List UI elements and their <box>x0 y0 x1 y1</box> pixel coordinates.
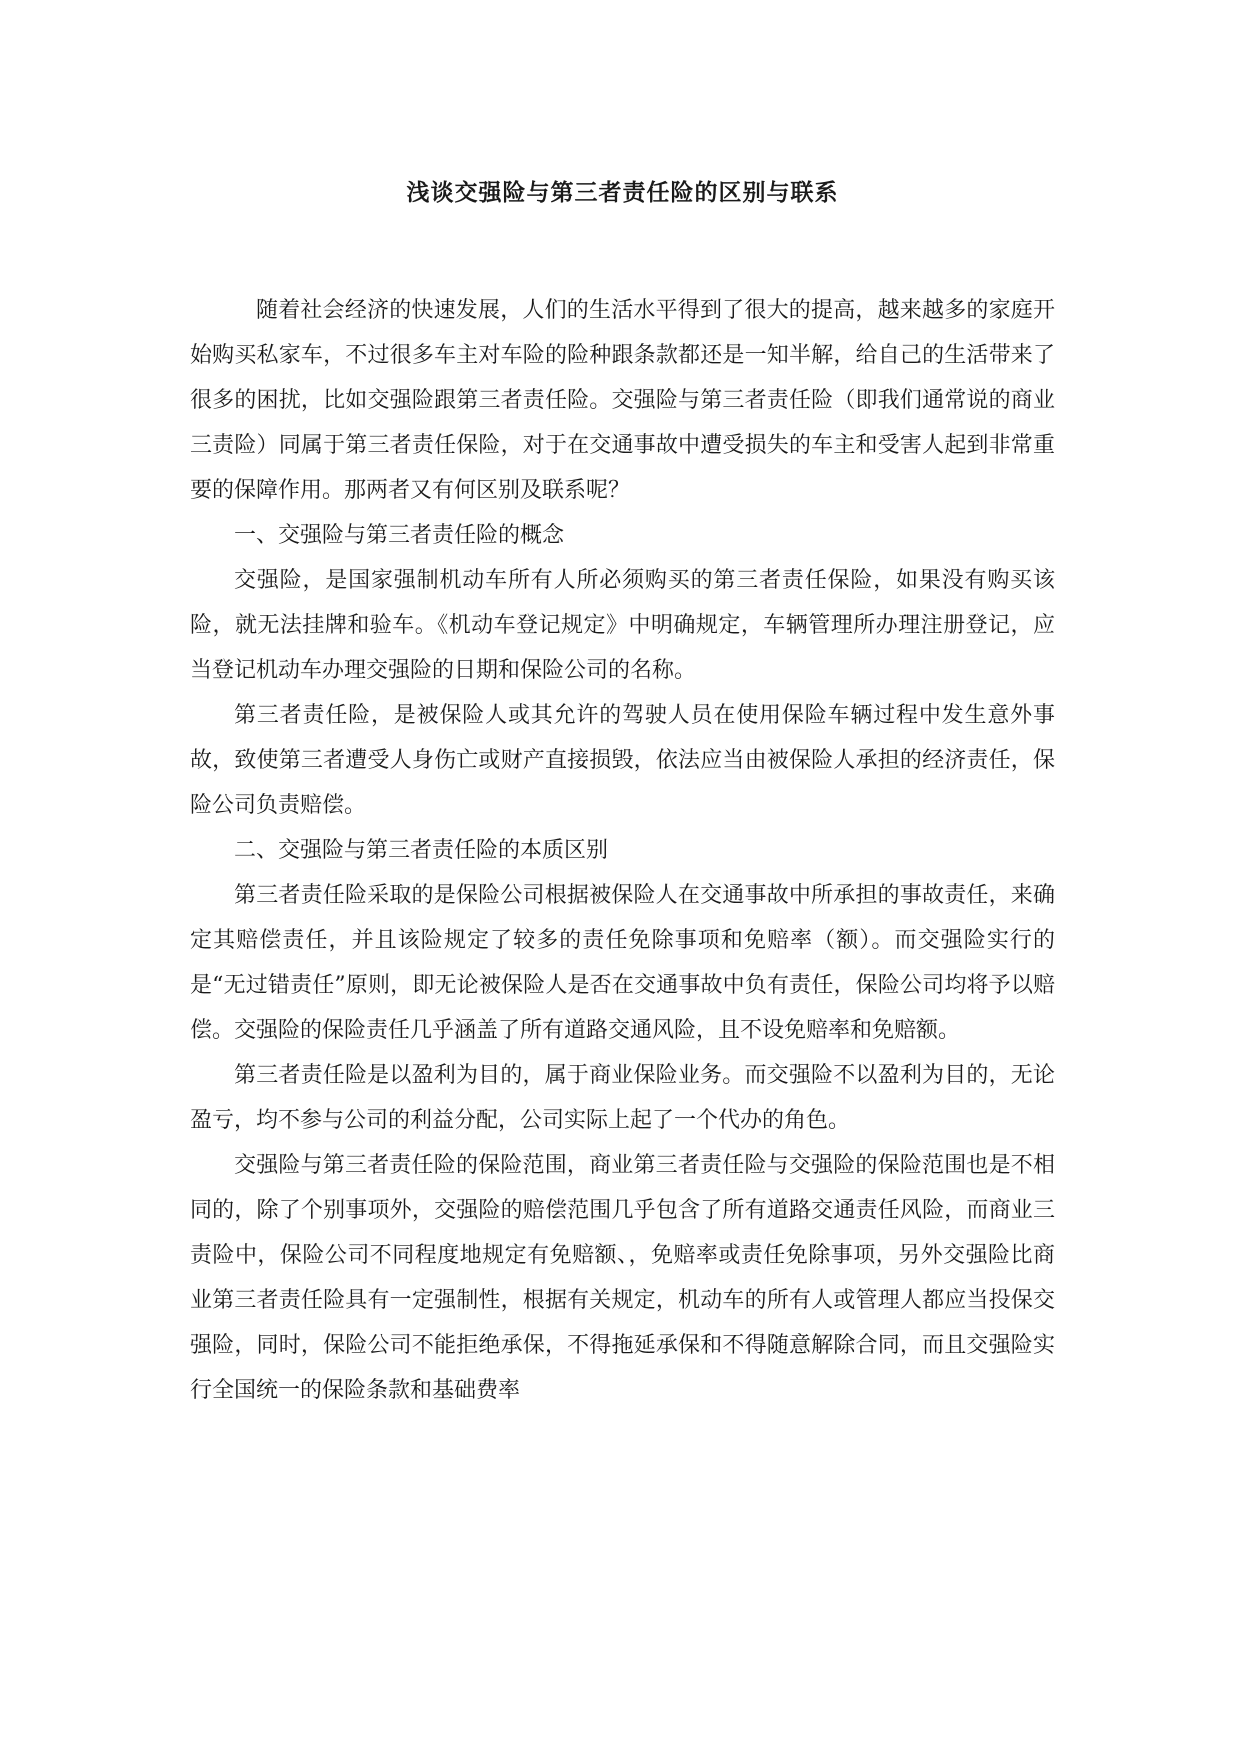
paragraph-profit-purpose: 第三者责任险是以盈利为目的，属于商业保险业务。而交强险不以盈利为目的，无论盈亏，均不参与公司的利益分配，公司实际上起了一个代办的角色。 <box>190 1063 1055 1133</box>
paragraph-coverage-scope: 交强险与第三者责任险的保险范围，商业第三者责任险与交强险的保险范围也是不相同的，除了个别事项外，交强险的赔偿范围几乎包含了所有道路交通责任风险，而商业三责险中，保险公司不同程度地规定有免赔额、，免赔率或责任免除事项，另外交强险比商业第三者责任险具有一定强制性，根据有关规定，机动车的所有人或管理人都应当投保交强险，同时，保险公司不能拒绝承保，不得拖延承保和不得随意解除合同，而且交强险实行全国统一的保险条款和基础费率 <box>190 1153 1055 1403</box>
paragraph-intro: 随着社会经济的快速发展，人们的生活水平得到了很大的提高，越来越多的家庭开始购买私家车，不过很多车主对车险的险种跟条款都还是一知半解，给自己的生活带来了很多的困扰，比如交强险跟第三者责任险。交强险与第三者责任险（即我们通常说的商业三责险）同属于第三者责任保险，对于在交通事故中遭受损失的车主和受害人起到非常重要的保障作用。那两者又有何区别及联系呢？ <box>190 298 1055 503</box>
document-body <box>190 288 1055 1413</box>
paragraph-liability-principle: 第三者责任险采取的是保险公司根据被保险人在交通事故中所承担的事故责任，来确定其赔偿责任，并且该险规定了较多的责任免除事项和免赔率（额）。而交强险实行的是“无过错责任”原则，即无论被保险人是否在交通事故中负有责任，保险公司均将予以赔偿。交强险的保险责任几乎涵盖了所有道路交通风险，且不设免赔率和免赔额。 <box>190 883 1055 1043</box>
section-heading-concept: 一、交强险与第三者责任险的概念 <box>234 523 565 548</box>
paragraph-third-party-definition: 第三者责任险，是被保险人或其允许的驾驶人员在使用保险车辆过程中发生意外事故，致使第三者遭受人身伤亡或财产直接损毁，依法应当由被保险人承担的经济责任，保险公司负责赔偿。 <box>190 703 1055 818</box>
section-heading-differences: 二、交强险与第三者责任险的本质区别 <box>234 838 609 863</box>
document-title: 浅谈交强险与第三者责任险的区别与联系 <box>406 179 839 206</box>
paragraph-compulsory-insurance-definition: 交强险，是国家强制机动车所有人所必须购买的第三者责任保险，如果没有购买该险，就无法挂牌和验车。《机动车登记规定》中明确规定，车辆管理所办理注册登记，应当登记机动车办理交强险的日期和保险公司的名称。 <box>190 568 1055 683</box>
